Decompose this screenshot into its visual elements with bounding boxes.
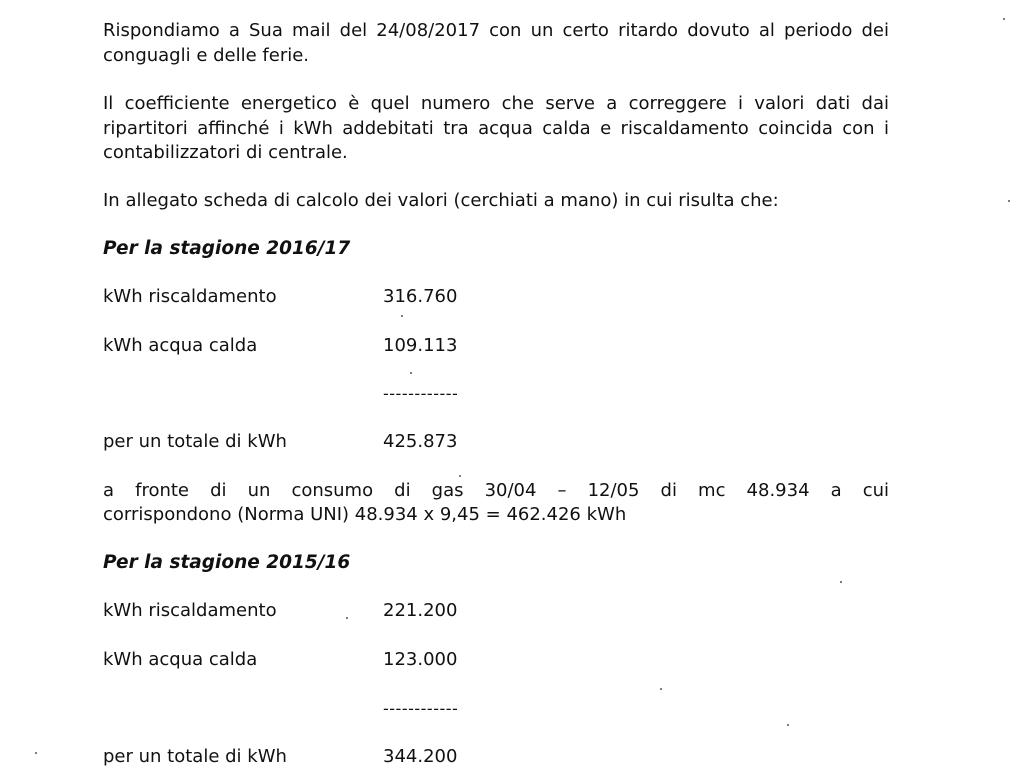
scan-speck [840, 581, 842, 583]
row-label: kWh acqua calda [103, 335, 258, 356]
row-label: kWh riscaldamento [103, 600, 277, 621]
separator-2016: ------------ [383, 384, 459, 403]
heading-season-2015-16: Per la stagione 2015/16 [103, 552, 351, 573]
scan-speck [346, 617, 348, 619]
scan-speck [35, 752, 37, 754]
total-value: 344.200 [383, 746, 458, 767]
scan-speck [787, 724, 789, 726]
scan-speck [401, 315, 403, 317]
total-label: per un totale di kWh [103, 431, 287, 452]
scan-speck [660, 688, 662, 690]
heading-season-2016-17: Per la stagione 2016/17 [103, 238, 351, 259]
row-value: 109.113 [383, 335, 458, 356]
total-label: per un totale di kWh [103, 746, 287, 767]
scan-speck [1003, 18, 1005, 20]
row-label: kWh riscaldamento [103, 286, 277, 307]
consumption-note-line-2: corrispondono (Norma UNI) 48.934 x 9,45 = 462.426 kWh [103, 504, 627, 525]
row-value: 316.760 [383, 286, 458, 307]
row-label: kWh acqua calda [103, 649, 258, 670]
row-value: 221.200 [383, 600, 458, 621]
consumption-note-line-1: a fronte di un consumo di gas 30/04 – 12/05 di mc 48.934 a cui [103, 480, 889, 501]
separator-2015: ------------ [383, 699, 459, 718]
total-value: 425.873 [383, 431, 458, 452]
scan-speck [459, 475, 461, 477]
scan-speck [1008, 200, 1010, 202]
paragraph-attachment: In allegato scheda di calcolo dei valori (cerchiati a mano) in cui risulta che: [103, 190, 779, 211]
paragraph-reply: Rispondiamo a Sua mail del 24/08/2017 con un certo ritardo dovuto al periodo dei conguagli e delle ferie. [103, 20, 889, 66]
row-value: 123.000 [383, 649, 458, 670]
scan-speck [410, 372, 412, 374]
paragraph-coefficient: Il coefficiente energetico è quel numero che serve a correggere i valori dati dai ripartitori affinché i kWh addebitati tra acqua calda e riscaldamento coincida con i contabilizzatori di centrale. [103, 93, 889, 163]
